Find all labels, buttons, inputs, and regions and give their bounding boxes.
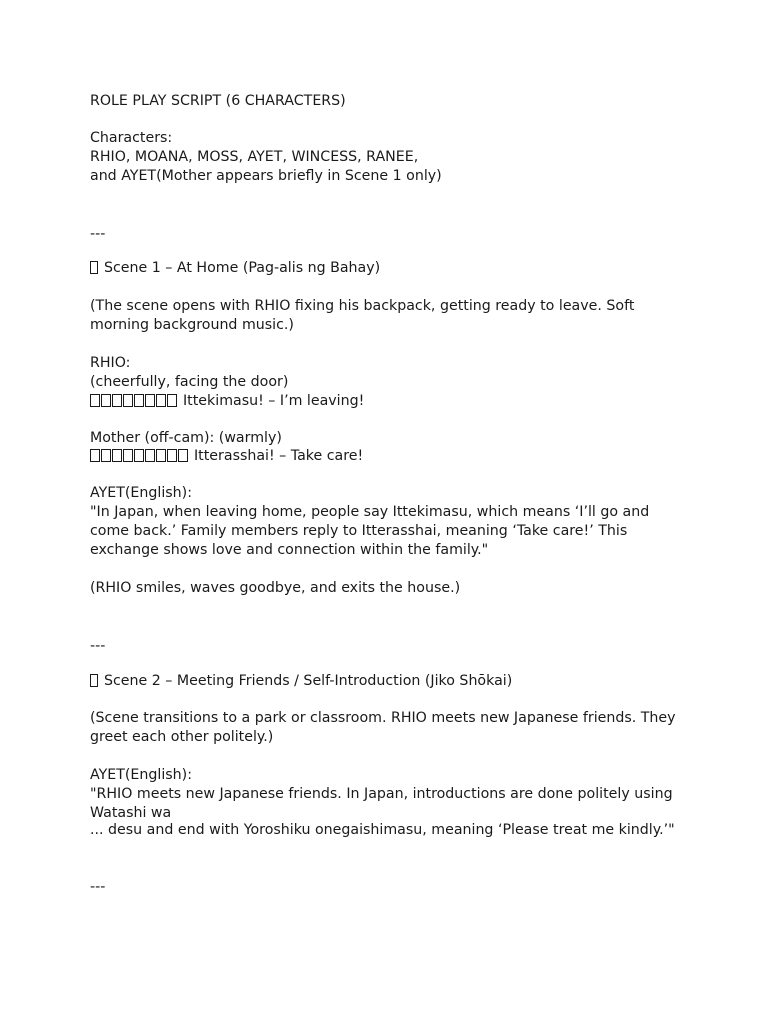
- rhio-label: RHIO:: [90, 355, 131, 371]
- separator: ---: [90, 226, 106, 242]
- missing-glyph-icon: [90, 674, 98, 687]
- rhio-line: Ittekimasu! – I’m leaving!: [183, 393, 365, 409]
- characters-label: Characters:: [90, 130, 173, 146]
- scene1-heading-row: [90, 259, 690, 278]
- scene1-exit-direction: (RHIO smiles, waves goodbye, and exits the house.): [90, 580, 461, 596]
- scene1-direction: (The scene opens with RHIO fixing his backpack, getting ready to leave. Soft morning background music.): [90, 298, 635, 333]
- ayet-line-scene2-part2: ... desu and end with Yoroshiku onegaishimasu, meaning ‘Please treat me kindly.’": [90, 822, 675, 838]
- mother-label: Mother (off-cam): (warmly): [90, 430, 282, 446]
- scene2-heading: Scene 2 – Meeting Friends / Self-Introduction (Jiko Shōkai): [104, 673, 513, 689]
- ayet-label-scene1: AYET(English):: [90, 485, 192, 501]
- japanese-text-glyphs: [90, 394, 178, 407]
- ayet-line-scene1: "In Japan, when leaving home, people say Ittekimasu, which means ‘I’ll go and come back.’ Family members reply to Itterasshai, meaning ‘Take care!’ This exchange shows love and connection within the family.": [90, 504, 650, 558]
- rhio-direction: (cheerfully, facing the door): [90, 374, 289, 390]
- characters-list-line2: and AYET(Mother appears briefly in Scene 1 only): [90, 168, 442, 184]
- scene1-heading: Scene 1 – At Home (Pag-alis ng Bahay): [104, 260, 381, 276]
- separator: ---: [90, 879, 106, 895]
- characters-list-line1: RHIO, MOANA, MOSS, AYET, WINCESS, RANEE,: [90, 149, 419, 165]
- missing-glyph-icon: [90, 261, 98, 274]
- scene2-heading-row: [90, 672, 690, 691]
- ayet-line-scene2-part1: "RHIO meets new Japanese friends. In Japan, introductions are done politely using Watashi wa: [90, 786, 673, 821]
- scene2-direction: (Scene transitions to a park or classroom. RHIO meets new Japanese friends. They greet each other politely.): [90, 710, 676, 745]
- mother-line: Itterasshai! – Take care!: [194, 448, 364, 464]
- mother-line-row: [90, 447, 690, 466]
- ayet-label-scene2: AYET(English):: [90, 767, 192, 783]
- separator: ---: [90, 638, 106, 654]
- rhio-line-row: [90, 392, 690, 411]
- document-title: ROLE PLAY SCRIPT (6 CHARACTERS): [90, 93, 346, 109]
- japanese-text-glyphs: [90, 449, 189, 462]
